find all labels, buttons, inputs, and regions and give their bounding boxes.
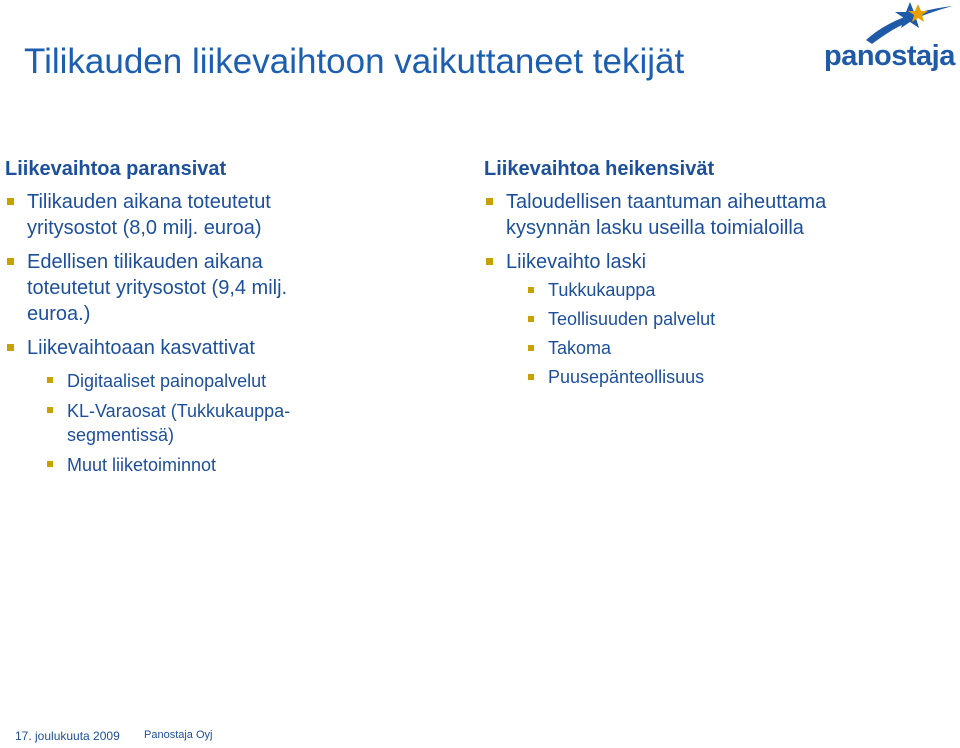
right-column: [484, 158, 904, 395]
sub-list-item-text: Puusepänteollisuus: [548, 367, 705, 387]
list-item: [5, 249, 345, 327]
bullet-icon: [7, 258, 14, 265]
panostaja-logo: [818, 0, 960, 90]
logo-wordmark: panostaja: [824, 40, 955, 72]
left-column: [5, 158, 345, 483]
list-item: [5, 335, 345, 361]
bullet-icon: [486, 198, 493, 205]
list-item: [5, 189, 345, 241]
sub-list-item-text: Muut liiketoiminnot: [67, 455, 217, 475]
right-column-heading: Liikevaihtoa heikensivät: [484, 158, 715, 180]
bullet-icon: [47, 461, 53, 467]
sub-list-item: [5, 369, 345, 393]
bullet-icon: [7, 198, 14, 205]
footer-date: 17. joulukuuta 2009: [15, 729, 120, 743]
bullet-icon: [528, 287, 534, 293]
bullet-icon: [486, 258, 493, 265]
sub-list-item: [484, 279, 904, 302]
list-item-text: Taloudellisen taantuman aiheuttama kysynnän lasku useilla toimialoilla: [506, 191, 827, 239]
bullet-icon: [7, 344, 14, 351]
list-item: [484, 189, 904, 241]
list-item-text: Edellisen tilikauden aikana toteutetut yritysostot (9,4 milj. euroa.): [27, 251, 288, 325]
sub-list-item: [5, 453, 345, 477]
left-column-heading: Liikevaihtoa paransivat: [5, 158, 227, 180]
bullet-icon: [528, 345, 534, 351]
list-item-text: Tilikauden aikana toteutetut yritysostot (8,0 milj. euroa): [27, 191, 271, 239]
bullet-icon: [47, 407, 53, 413]
list-item: [484, 249, 904, 275]
list-item-text: Liikevaihtoaan kasvattivat: [27, 337, 255, 359]
sub-list-item: [484, 337, 904, 360]
sub-list-item-text: Takoma: [548, 338, 612, 358]
sub-list-item: [484, 366, 904, 389]
sub-list-item: [484, 308, 904, 331]
sub-list-item-text: Tukkukauppa: [548, 280, 656, 300]
bullet-icon: [528, 316, 534, 322]
footer-company: Panostaja Oyj: [144, 729, 213, 741]
slide-title: Tilikauden liikevaihtoon vaikuttaneet tekijät: [24, 42, 685, 81]
list-item-text: Liikevaihto laski: [506, 251, 647, 273]
sub-list-item-text: KL-Varaosat (Tukkukauppa-segmentissä): [67, 401, 291, 445]
sub-list-item-text: Teollisuuden palvelut: [548, 309, 716, 329]
sub-list-item: [5, 399, 327, 447]
bullet-icon: [528, 374, 534, 380]
bullet-icon: [47, 377, 53, 383]
sub-list-item-text: Digitaaliset painopalvelut: [67, 371, 267, 391]
